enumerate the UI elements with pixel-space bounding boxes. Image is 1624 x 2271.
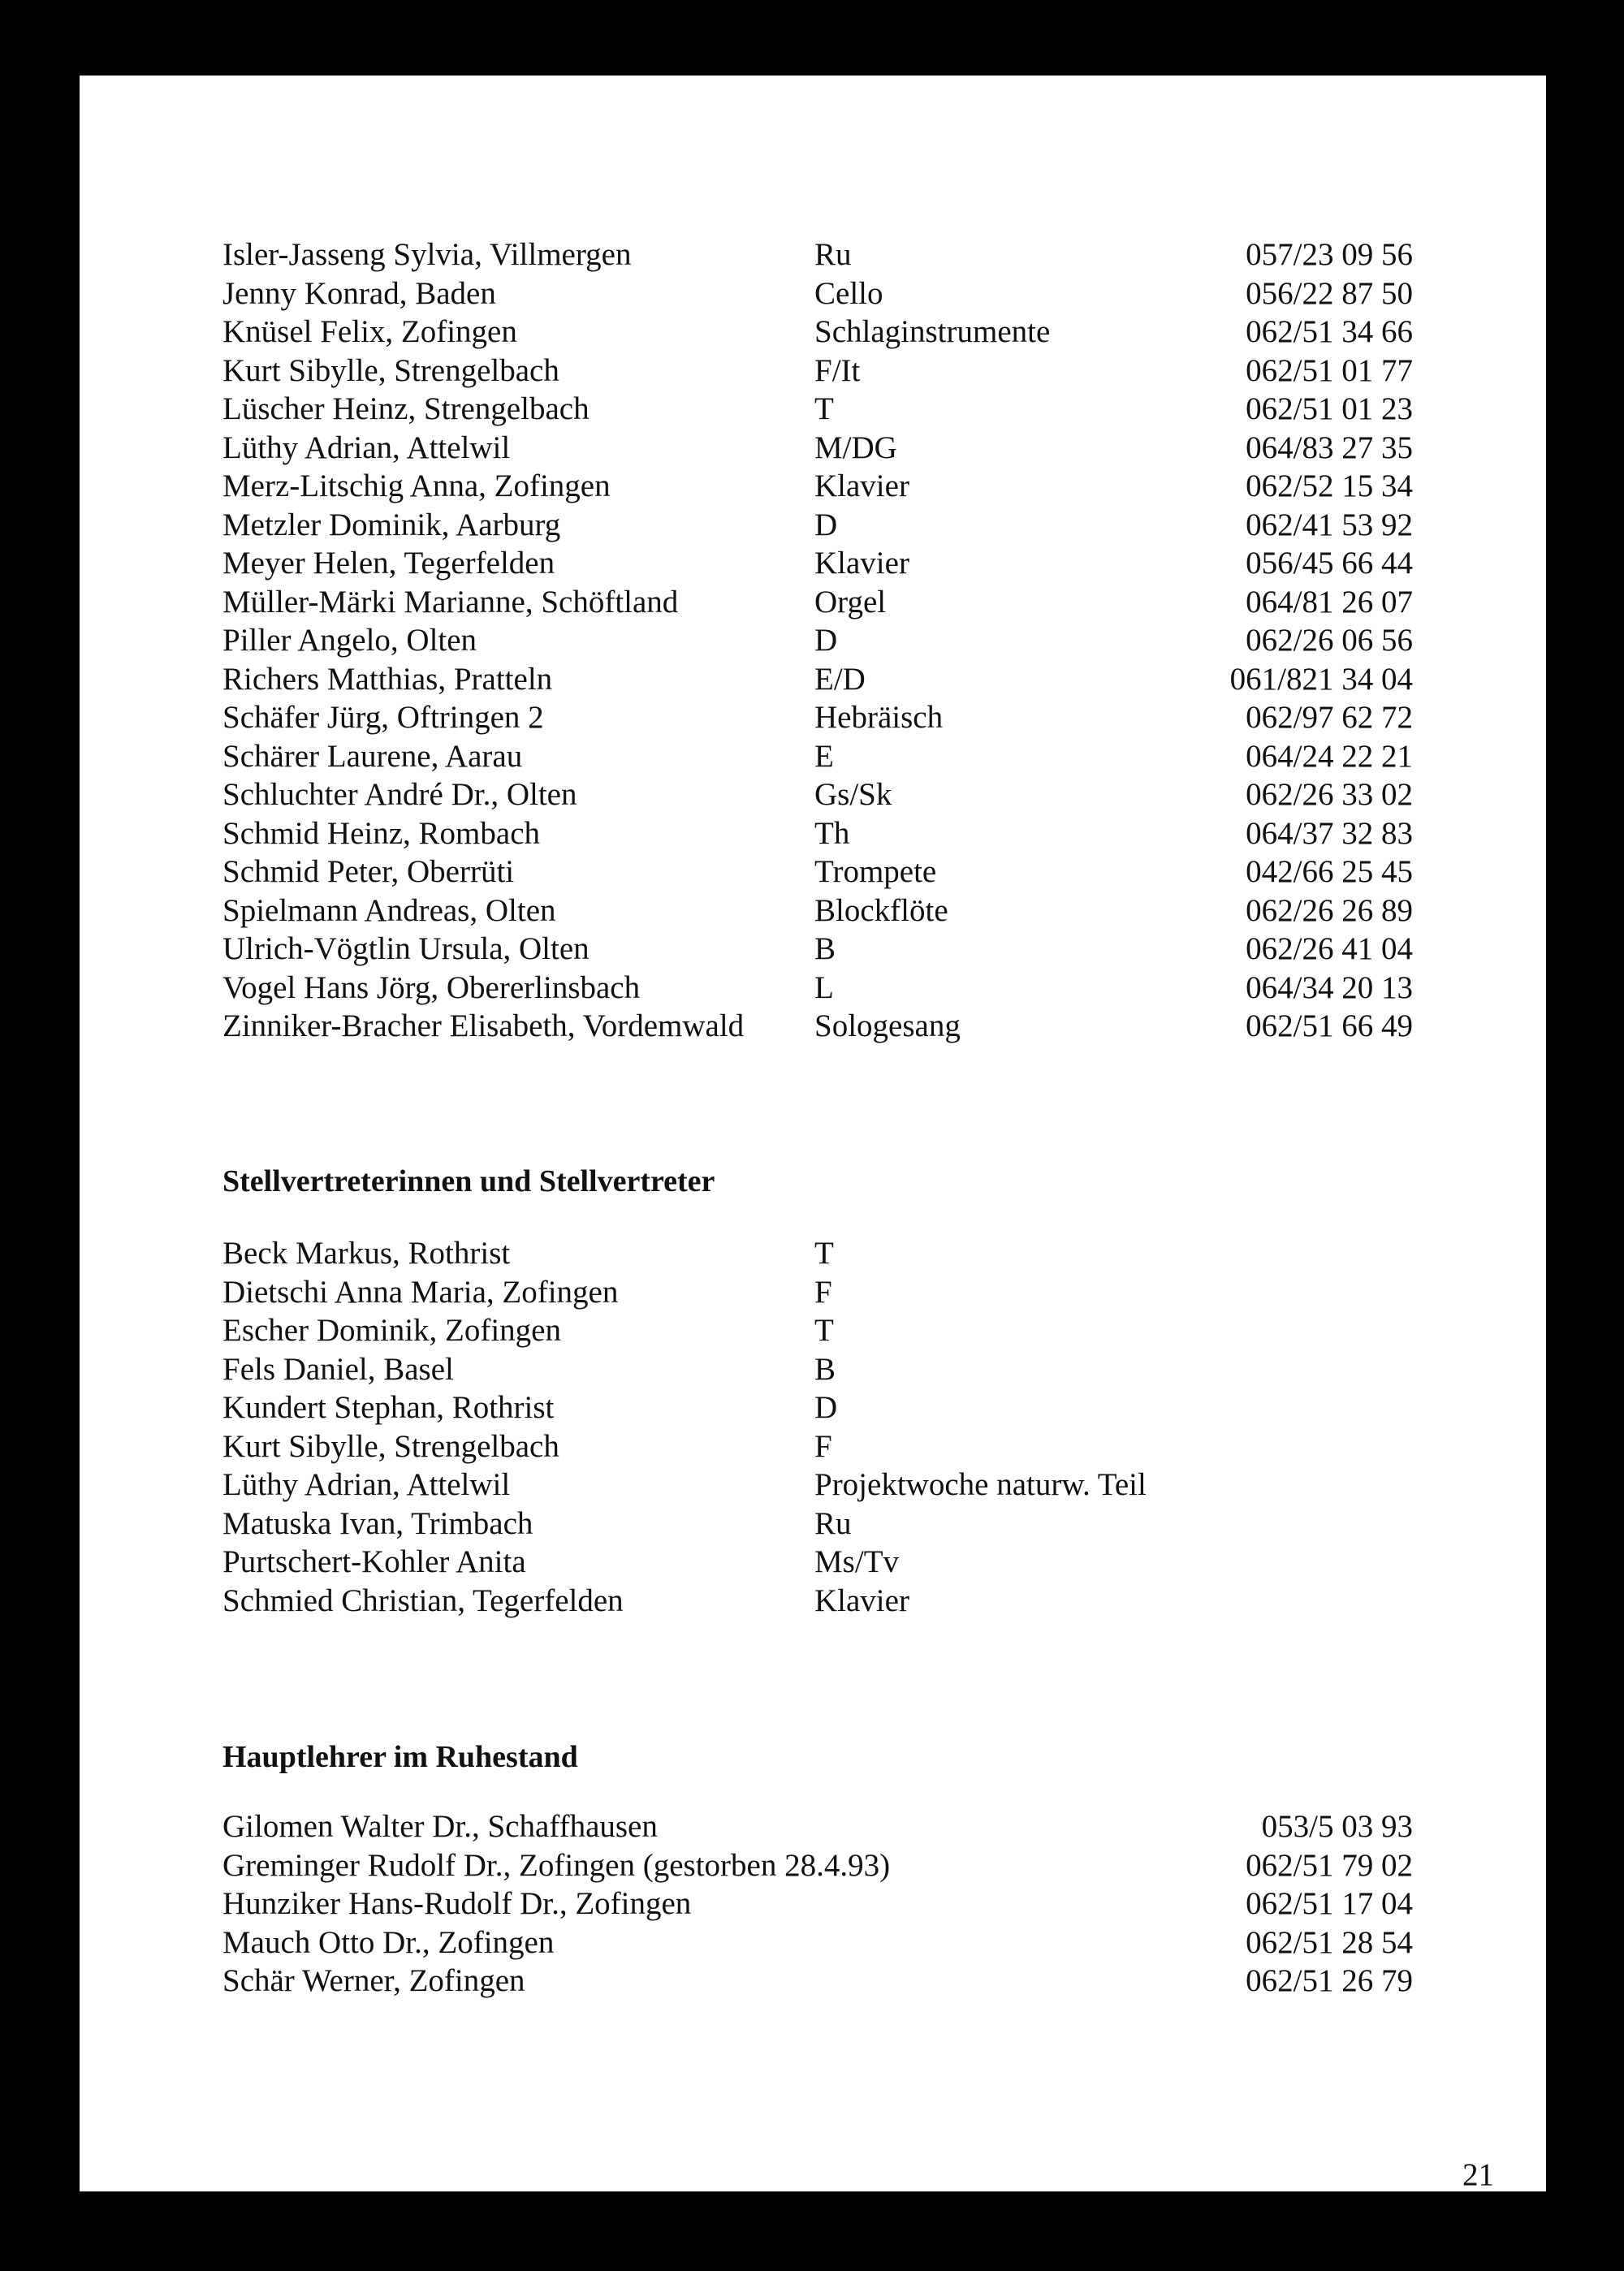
teacher-name: Isler-Jasseng Sylvia, Villmergen [222,237,632,272]
retired-phone: 062/51 28 54 [1246,1924,1413,1960]
substitute-name: Matuska Ivan, Trimbach [222,1505,533,1541]
table-row [222,1807,1413,1846]
teacher-name: Piller Angelo, Olten [222,623,477,658]
table-row [222,1505,1413,1544]
teacher-subject: Orgel [814,584,887,620]
table-row [222,1311,1413,1350]
teacher-phone: 062/26 41 04 [1246,931,1413,966]
teacher-name: Müller-Märki Marianne, Schöftland [222,584,679,620]
teacher-name: Schäfer Jürg, Oftringen 2 [222,700,544,735]
retired-name: Mauch Otto Dr., Zofingen [222,1924,555,1960]
teacher-phone: 062/26 33 02 [1246,777,1413,812]
teacher-phone: 062/26 06 56 [1246,623,1413,658]
substitute-name: Beck Markus, Rothrist [222,1236,511,1271]
teacher-subject: Hebräisch [814,700,944,735]
table-row [222,429,1413,468]
retired-name: Schär Werner, Zofingen [222,1963,525,1998]
teacher-name: Schärer Laurene, Aarau [222,738,523,774]
retired-phone: 062/51 79 02 [1246,1847,1413,1883]
substitute-subject: Ms/Tv [814,1544,900,1579]
table-row [222,1388,1413,1427]
teacher-subject: Ru [814,237,852,272]
table-row [222,1234,1413,1273]
teacher-phone: 061/821 34 04 [1229,661,1413,697]
teacher-phone: 064/37 32 83 [1246,815,1413,851]
retired-name: Gilomen Walter Dr., Schaffhausen [222,1809,658,1844]
substitute-name: Escher Dominik, Zofingen [222,1313,561,1348]
teacher-name: Schluchter André Dr., Olten [222,777,577,812]
table-row [222,775,1413,814]
retired-name: Greminger Rudolf Dr., Zofingen (gestorben 28.4.93) [222,1847,891,1883]
page-number: 21 [1462,2157,1494,2192]
table-row [222,1962,1413,2001]
teacher-name: Zinniker-Bracher Elisabeth, Vordemwald [222,1008,745,1043]
retired-heading: Hauptlehrer im Ruhestand [222,1740,578,1774]
substitute-subject: Projektwoche naturw. Teil [814,1467,1147,1502]
teacher-phone: 062/51 01 23 [1246,391,1413,426]
table-row [222,467,1413,506]
table-row [222,583,1413,622]
teacher-name: Meyer Helen, Tegerfelden [222,546,555,581]
teacher-subject: Th [814,815,850,851]
substitute-subject: Klavier [814,1582,909,1618]
table-row [222,352,1413,391]
substitute-name: Lüthy Adrian, Attelwil [222,1467,511,1502]
teacher-phone: 057/23 09 56 [1246,237,1413,272]
teacher-name: Schmid Peter, Oberrüti [222,854,515,889]
teacher-subject: D [814,623,838,658]
teacher-subject: Gs/Sk [814,777,892,812]
table-row [222,621,1413,660]
table-row [222,235,1413,274]
teacher-subject: M/DG [814,430,897,465]
teacher-phone: 062/26 26 89 [1246,892,1413,928]
teacher-subject: Blockflöte [814,892,948,928]
teacher-name: Lüscher Heinz, Strengelbach [222,391,590,426]
teacher-subject: Klavier [814,468,909,503]
teacher-phone: 062/51 66 49 [1246,1008,1413,1043]
teacher-subject: Sologesang [814,1008,961,1043]
retired-phone: 062/51 17 04 [1246,1886,1413,1921]
teacher-subject: L [814,969,834,1005]
teacher-name: Metzler Dominik, Aarburg [222,507,561,542]
substitute-name: Schmied Christian, Tegerfelden [222,1582,624,1618]
teacher-phone: 064/24 22 21 [1246,738,1413,774]
table-row [222,892,1413,930]
teacher-name: Kurt Sibylle, Strengelbach [222,352,559,388]
table-row [222,1885,1413,1923]
teacher-subject: E [814,738,834,774]
teacher-subject: Trompete [814,854,937,889]
teacher-subject: F/It [814,352,861,388]
retired-phone: 053/5 03 93 [1261,1809,1413,1844]
teacher-phone: 064/34 20 13 [1246,969,1413,1005]
teacher-name: Ulrich-Vögtlin Ursula, Olten [222,931,590,966]
teacher-subject: Klavier [814,546,909,581]
table-row [222,274,1413,313]
teacher-phone: 064/81 26 07 [1246,584,1413,620]
substitute-subject: F [814,1428,832,1464]
teacher-phone: 056/22 87 50 [1246,275,1413,311]
table-row [222,544,1413,583]
teacher-subject: Schlaginstrumente [814,314,1051,349]
teacher-name: Spielmann Andreas, Olten [222,892,556,928]
substitute-subject: T [814,1236,834,1271]
substitute-subject: Ru [814,1505,852,1541]
teacher-phone: 062/41 53 92 [1246,507,1413,542]
table-row [222,737,1413,776]
teacher-subject: T [814,391,834,426]
teacher-phone: 062/52 15 34 [1246,468,1413,503]
teacher-name: Vogel Hans Jörg, Obererlinsbach [222,969,641,1005]
table-row [222,313,1413,352]
table-row [222,1582,1413,1621]
teacher-subject: D [814,507,838,542]
substitutes-heading: Stellvertreterinnen und Stellvertreter [222,1164,715,1198]
teacher-phone: 062/51 34 66 [1246,314,1413,349]
table-row [222,1350,1413,1389]
teacher-phone: 056/45 66 44 [1246,546,1413,581]
table-row [222,390,1413,429]
substitute-name: Fels Daniel, Basel [222,1351,454,1387]
table-row [222,1466,1413,1505]
table-row [222,1846,1413,1885]
substitute-name: Purtschert-Kohler Anita [222,1544,526,1579]
teacher-phone: 042/66 25 45 [1246,854,1413,889]
substitute-name: Dietschi Anna Maria, Zofingen [222,1274,619,1310]
table-row [222,930,1413,969]
table-row [222,1007,1413,1046]
table-row [222,698,1413,737]
substitute-name: Kundert Stephan, Rothrist [222,1390,555,1425]
substitute-subject: D [814,1390,838,1425]
retired-phone: 062/51 26 79 [1246,1963,1413,1998]
table-row [222,506,1413,545]
table-row [222,1543,1413,1582]
teacher-phone: 062/97 62 72 [1246,700,1413,735]
teacher-phone: 064/83 27 35 [1246,430,1413,465]
table-row [222,660,1413,699]
teacher-name: Schmid Heinz, Rombach [222,815,541,851]
teacher-name: Knüsel Felix, Zofingen [222,314,517,349]
teacher-subject: E/D [814,661,866,697]
substitute-name: Kurt Sibylle, Strengelbach [222,1428,559,1464]
table-row [222,1273,1413,1312]
table-row [222,853,1413,892]
substitute-subject: T [814,1313,834,1348]
teacher-name: Lüthy Adrian, Attelwil [222,430,511,465]
teacher-name: Jenny Konrad, Baden [222,275,496,311]
teacher-phone: 062/51 01 77 [1246,352,1413,388]
substitute-subject: B [814,1351,836,1387]
table-row [222,1427,1413,1466]
substitute-subject: F [814,1274,832,1310]
teacher-subject: Cello [814,275,883,311]
table-row [222,814,1413,853]
teacher-name: Richers Matthias, Pratteln [222,661,553,697]
table-row [222,1923,1413,1962]
teacher-subject: B [814,931,836,966]
table-row [222,969,1413,1008]
teacher-name: Merz-Litschig Anna, Zofingen [222,468,611,503]
retired-name: Hunziker Hans-Rudolf Dr., Zofingen [222,1886,692,1921]
